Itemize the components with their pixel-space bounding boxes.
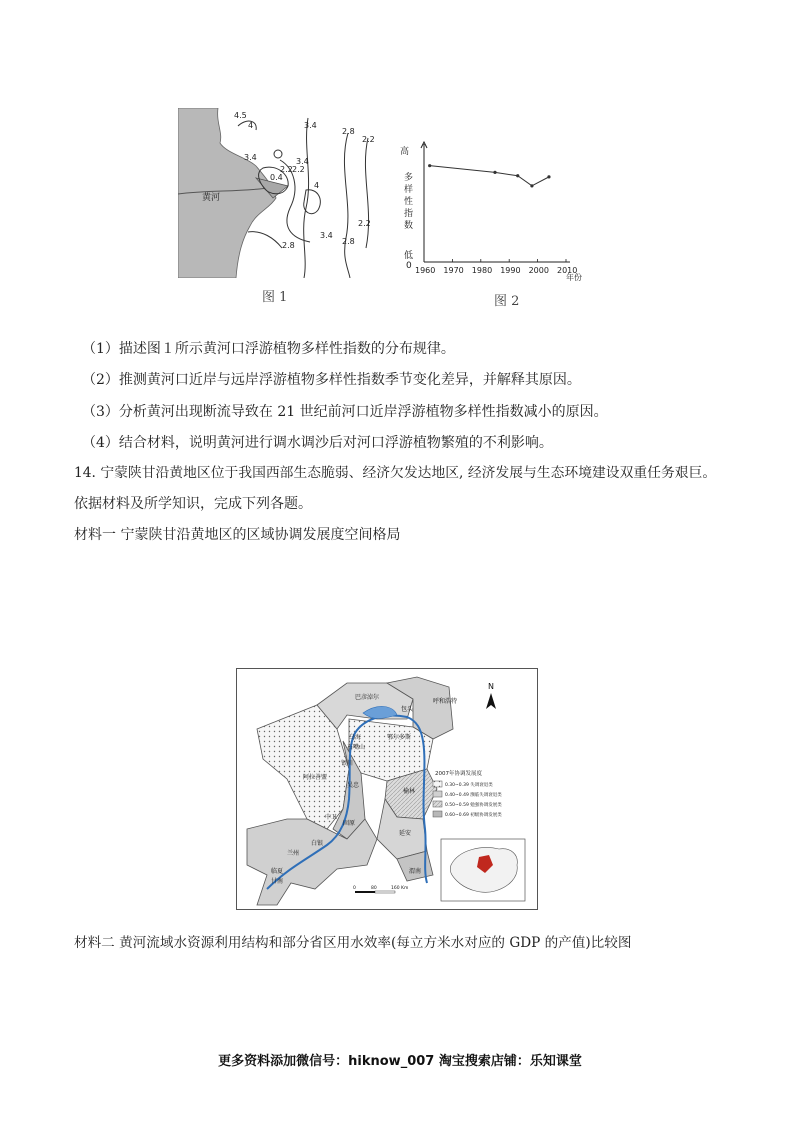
place-label: 渭南 <box>409 868 422 875</box>
x-tick-label: 1960 <box>415 266 436 275</box>
contour-line <box>274 150 282 158</box>
contour-label: 3.4 <box>296 157 309 166</box>
contour-label: 0.4 <box>270 173 283 182</box>
contour-label: 3.4 <box>304 121 317 130</box>
x-tick-label: 2010 <box>557 266 578 275</box>
question-2: （2）推测黄河口近岸与远岸浮游植物多样性指数季节变化差异，并解释其原因。 <box>82 372 581 388</box>
place-label: 吴忠 <box>347 782 360 789</box>
y-axis-top-label: 高 <box>400 147 410 157</box>
question-14-instruction: 依据材料及所学知识，完成下列各题。 <box>74 496 312 512</box>
legend-item: 0.30~0.39 失调衰退类 <box>445 783 493 788</box>
place-label: 甘南 <box>271 878 284 885</box>
regional-coordination-map <box>236 668 538 910</box>
contour-label: 4.5 <box>234 111 247 120</box>
china-inset-map <box>441 839 525 901</box>
contour-label: 2.2 <box>358 219 371 228</box>
question-14-stem: 14. 宁蒙陕甘沿黄地区位于我国西部生态脆弱、经济欠发达地区, 经济发展与生态环境建设双重任务艰巨。 <box>74 465 717 481</box>
x-tick-label: 1980 <box>471 266 493 275</box>
legend-item: 0.50~0.59 勉强协调发展类 <box>445 803 502 808</box>
contour-label: 2.8 <box>342 237 355 246</box>
contour-line <box>344 133 350 278</box>
figure-2-label: 图 2 <box>494 294 520 309</box>
place-label: 石嘴山 <box>347 744 366 751</box>
x-axis-unit: 年份 <box>566 273 582 282</box>
contour-label: 2.2 <box>362 135 375 144</box>
material-2-heading: 材料二 黄河流域水资源利用结构和部分省区用水效率(每立方米水对应的 GDP 的产值)比较图 <box>74 935 632 951</box>
north-arrow-icon <box>486 682 496 709</box>
footer-promo: 更多资料添加微信号：hiknow_007 淘宝搜索店铺：乐知课堂 <box>218 1054 582 1069</box>
figure-1-label: 图 1 <box>262 290 288 305</box>
x-tick-label: 2000 <box>528 266 549 275</box>
scale-label: 80 <box>371 886 377 891</box>
svg-text:N: N <box>488 682 494 691</box>
place-label: 鄂尔多斯 <box>387 734 412 741</box>
data-point <box>428 164 431 167</box>
figure-1-contour-map <box>178 108 390 278</box>
place-label: 延安 <box>399 830 412 837</box>
question-1: （1）描述图１所示黄河口浮游植物多样性指数的分布规律。 <box>82 341 455 357</box>
data-point <box>516 174 519 177</box>
place-label: 乌海 <box>349 734 362 741</box>
question-3: （3）分析黄河出现断流导致在 21 世纪前河口近岸浮游植物多样性指数减小的原因。 <box>82 404 608 420</box>
y-axis-label-char: 指 <box>404 209 414 219</box>
y-axis-bottom-label: 低 <box>404 251 414 261</box>
material-1-heading: 材料一 宁蒙陕甘沿黄地区的区域协调发展度空间格局 <box>74 527 401 543</box>
place-label: 临夏 <box>271 868 284 875</box>
contour-label: 4 <box>248 121 254 130</box>
place-label: 兰州 <box>287 850 300 857</box>
scale-label: 160 Km <box>391 886 409 891</box>
contour-line <box>365 138 368 248</box>
place-label: 阿拉善盟 <box>303 774 328 781</box>
legend-item: 0.60~0.69 初级协调发展类 <box>445 813 502 818</box>
series-line <box>430 166 549 186</box>
scale-bar <box>353 885 408 893</box>
contour-label: 2.2 <box>280 165 293 174</box>
x-tick-label: 1990 <box>500 266 521 275</box>
y-axis-label-char: 样 <box>404 185 414 195</box>
question-4: （4）结合材料，说明黄河进行调水调沙后对河口浮游植物繁殖的不利影响。 <box>82 435 553 451</box>
map-legend <box>433 769 502 818</box>
data-point <box>547 175 550 178</box>
contour-label: 4 <box>314 181 320 190</box>
place-label: 榆林 <box>403 788 416 795</box>
contour-label: 2.2 <box>292 165 305 174</box>
contour-label: 3.4 <box>320 231 333 240</box>
data-point <box>493 171 496 174</box>
y-axis-label-char: 性 <box>404 197 414 207</box>
x-tick-label: 1970 <box>443 266 464 275</box>
contour-label: 2.8 <box>342 127 355 136</box>
place-label: 中卫 <box>325 814 338 821</box>
place-label: 白银 <box>311 840 324 847</box>
data-point <box>530 184 533 187</box>
contour-line <box>304 190 321 214</box>
y-axis-label-char: 数 <box>404 221 414 231</box>
origin-label: 0 <box>406 261 412 271</box>
figure-2-line-chart <box>398 140 588 286</box>
place-label: 巴彦淖尔 <box>355 694 380 701</box>
y-axis-label-char: 多 <box>404 173 414 183</box>
place-label: 固原 <box>343 820 356 827</box>
legend-title: 2007年协调发展度 <box>435 771 482 777</box>
place-label: 包头 <box>401 706 414 713</box>
scale-label: 0 <box>353 886 356 891</box>
legend-item: 0.40~0.49 濒临失调衰退类 <box>445 793 502 798</box>
place-label: 银川 <box>341 760 354 767</box>
contour-label: 3.4 <box>244 153 257 162</box>
contour-label: 2.8 <box>282 241 295 250</box>
place-label: 呼和浩特 <box>433 698 458 705</box>
contour-line <box>248 232 282 248</box>
place-label-huanghe: 黄河 <box>202 193 221 203</box>
